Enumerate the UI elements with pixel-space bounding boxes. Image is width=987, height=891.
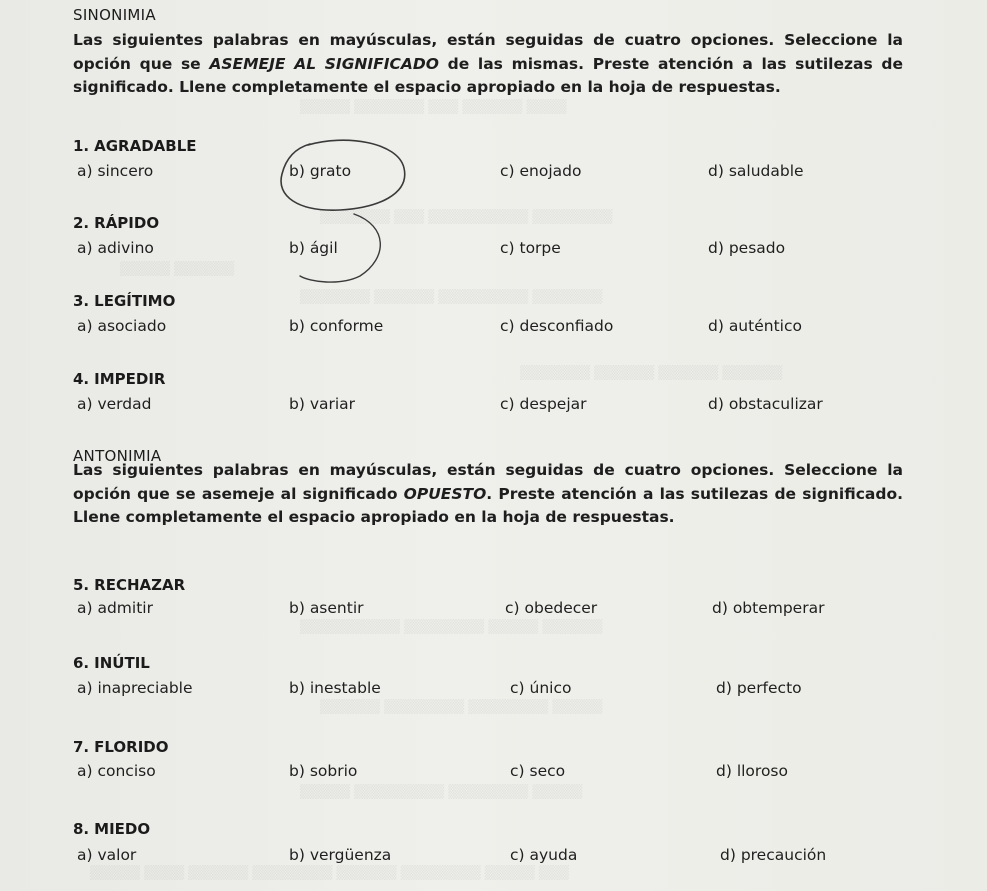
instructions-antonimia: [73, 459, 903, 530]
bleed-through-text: ▒▒▒▒▒▒ ▒▒▒▒▒▒ ▒▒▒▒▒▒ ▒▒▒▒▒▒▒: [520, 366, 783, 381]
option-b[interactable]: b) inestable: [289, 679, 381, 697]
bleed-through-text: ▒▒▒▒▒▒▒▒ ▒▒▒▒▒▒▒▒▒▒ ▒▒▒ ▒▒▒▒▒▒▒: [320, 210, 613, 225]
question-number: 3.: [73, 292, 90, 310]
option-b[interactable]: b) ágil: [289, 239, 338, 257]
option-a[interactable]: a) conciso: [77, 762, 156, 780]
option-a[interactable]: a) asociado: [77, 317, 167, 335]
question-number: 5.: [73, 576, 90, 594]
option-d[interactable]: d) obstaculizar: [708, 395, 823, 413]
bleed-through-text: ▒▒▒▒▒▒ ▒▒▒▒▒: [120, 262, 235, 277]
option-d[interactable]: d) lloroso: [716, 762, 788, 780]
bleed-through-text: ▒▒▒▒▒▒ ▒▒▒▒▒ ▒▒▒▒▒▒▒▒ ▒▒▒▒▒▒▒▒▒▒: [300, 620, 603, 635]
question-word: RÁPIDO: [94, 214, 160, 232]
option-a[interactable]: a) verdad: [77, 395, 152, 413]
option-d[interactable]: d) saludable: [708, 162, 804, 180]
question-title: [73, 576, 185, 594]
instructions-text: . Preste atención a las sutilezas de significado. Llene completamente el espacio apropiado en la hoja de respuestas.: [73, 484, 903, 526]
option-a[interactable]: a) valor: [77, 846, 137, 864]
question-word: FLORIDO: [94, 738, 169, 756]
instructions-emphasis: OPUESTO: [403, 484, 487, 503]
option-c[interactable]: c) torpe: [500, 239, 561, 257]
option-c[interactable]: c) ayuda: [510, 846, 578, 864]
option-d[interactable]: d) obtemperar: [712, 599, 825, 617]
question-number: 7.: [73, 738, 90, 756]
question-number: 2.: [73, 214, 90, 232]
question-title: [73, 370, 165, 388]
question-number: 8.: [73, 820, 90, 838]
instructions-emphasis: ASEMEJE AL SIGNIFICADO: [209, 54, 439, 73]
question-word: INÚTIL: [94, 654, 150, 672]
question-title: [73, 654, 150, 672]
instructions-text: Las siguientes palabras en mayúsculas, están seguidas de cuatro opciones. Seleccione la opción que se asemeje al significado: [73, 461, 903, 503]
option-c[interactable]: c) obedecer: [505, 599, 598, 617]
question-word: IMPEDIR: [94, 370, 166, 388]
question-word: MIEDO: [94, 820, 151, 838]
option-b[interactable]: b) variar: [289, 395, 356, 413]
option-b[interactable]: b) conforme: [289, 317, 384, 335]
option-c[interactable]: c) seco: [510, 762, 566, 780]
question-word: RECHAZAR: [94, 576, 186, 594]
question-number: 6.: [73, 654, 90, 672]
question-word: AGRADABLE: [94, 137, 197, 155]
question-title: [73, 738, 169, 756]
option-a[interactable]: a) admitir: [77, 599, 153, 617]
section-title-antonimia: ANTONIMIA: [73, 447, 162, 465]
option-d[interactable]: d) pesado: [708, 239, 786, 257]
option-a[interactable]: a) adivino: [77, 239, 154, 257]
option-b[interactable]: b) vergüenza: [289, 846, 392, 864]
bleed-through-text: ▒▒▒▒ ▒▒▒▒▒▒ ▒▒▒ ▒▒▒▒▒▒▒ ▒▒▒▒▒: [300, 100, 567, 115]
option-c[interactable]: c) único: [510, 679, 572, 697]
instructions-text: de las mismas. Preste atención a las sutilezas de significado. Llene completamente el espacio apropiado en la hoja de respuestas.: [73, 54, 903, 96]
option-b[interactable]: b) grato: [289, 162, 352, 180]
option-c[interactable]: c) despejar: [500, 395, 587, 413]
instructions-text: Las siguientes palabras en mayúsculas, están seguidas de cuatro opciones. Seleccione la opción que se: [73, 31, 903, 73]
option-a[interactable]: a) inapreciable: [77, 679, 193, 697]
question-word: LEGÍTIMO: [94, 292, 176, 310]
question-title: [73, 137, 197, 155]
bleed-through-text: ▒▒▒▒▒ ▒▒▒▒▒▒▒▒ ▒▒▒▒▒▒▒▒ ▒▒▒▒▒▒: [320, 700, 603, 715]
section-title-sinonimia: SINONIMIA: [73, 6, 156, 24]
option-b[interactable]: b) sobrio: [289, 762, 358, 780]
option-d[interactable]: d) perfecto: [716, 679, 802, 697]
option-a[interactable]: a) sincero: [77, 162, 154, 180]
question-title: [73, 820, 150, 838]
option-b[interactable]: b) asentir: [289, 599, 364, 617]
question-number: 4.: [73, 370, 90, 388]
option-c[interactable]: c) enojado: [500, 162, 582, 180]
option-d[interactable]: d) auténtico: [708, 317, 802, 335]
question-number: 1.: [73, 137, 90, 155]
question-title: [73, 214, 159, 232]
option-c[interactable]: c) desconfiado: [500, 317, 614, 335]
bleed-through-text: ▒▒▒▒▒ ▒▒▒▒▒▒▒▒ ▒▒▒▒▒▒▒▒▒ ▒▒▒▒▒: [300, 785, 583, 800]
question-title: [73, 292, 175, 310]
option-d[interactable]: d) precaución: [720, 846, 827, 864]
bleed-through-text: ▒▒▒▒▒▒▒ ▒▒▒▒▒▒▒▒▒ ▒▒▒▒▒▒ ▒▒▒▒▒▒▒: [300, 290, 603, 305]
instructions-sinonimia: [73, 29, 903, 100]
bleed-through-text: ▒▒▒ ▒▒▒▒▒ ▒▒▒▒▒▒▒▒ ▒▒▒▒▒▒ ▒▒▒▒▒▒▒▒ ▒▒▒▒▒▒ ▒▒▒▒ ▒▒▒▒▒: [90, 866, 569, 881]
